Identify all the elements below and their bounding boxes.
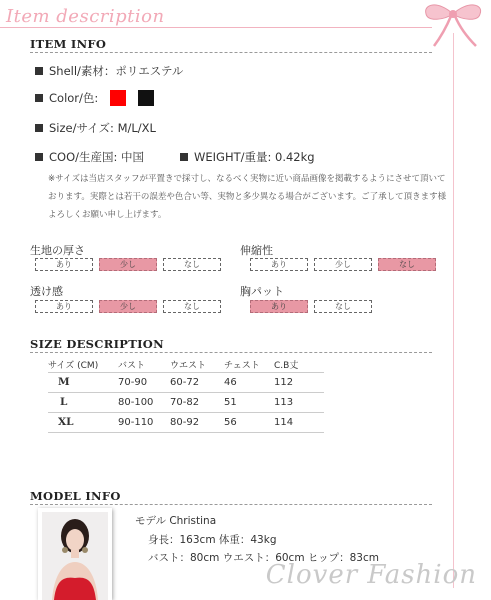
table-row (48, 392, 324, 412)
chest-cell: 56 (224, 416, 237, 428)
chest-cell: 51 (224, 396, 237, 408)
color-swatch-black[interactable] (138, 90, 154, 106)
weight-text: WEIGHT/重量: 0.42kg (194, 150, 315, 164)
sheer-option-yes: あり (35, 300, 93, 313)
bust-cell: 70-90 (118, 376, 148, 388)
header-divider (0, 27, 432, 28)
bullet-icon (180, 153, 188, 161)
model-portrait-image (38, 508, 112, 600)
pad-option-yes: あり (250, 300, 308, 313)
item-info-divider (30, 52, 432, 53)
coo-text: COO/生産国: 中国 (49, 150, 145, 164)
size-row (35, 120, 156, 136)
bullet-icon (35, 67, 43, 75)
size-table (48, 358, 324, 433)
brand-watermark: Clover Fashion (265, 560, 477, 590)
header-length: C.B丈 (274, 361, 299, 372)
stretch-chips (250, 258, 440, 274)
size-description-title: SIZE DESCRIPTION (30, 337, 164, 351)
sheer-option-some: 少し (99, 300, 157, 313)
length-cell: 114 (274, 416, 294, 428)
item-description-script-title: Item description (6, 6, 165, 27)
size-cell: M (58, 376, 70, 388)
size-cell: XL (58, 416, 74, 428)
length-cell: 113 (274, 396, 294, 408)
pad-option-none: なし (314, 300, 372, 313)
size-note: ※サイズは当店スタッフが平置きで採寸し、なるべく実物に近い商品画像を掲載するようにさせて頂いております。実際とは若干の誤差や色合い等、実物と多少異なる場合がございます。ご了承して頂きます様よろしくお願い申し上げます。 (48, 174, 447, 220)
pad-label: 胸パット (240, 285, 284, 298)
color-row (35, 90, 154, 106)
thickness-option-yes: あり (35, 258, 93, 271)
model-height-weight: 身長：163cm 体重：43kg (148, 534, 277, 546)
stretch-option-yes: あり (250, 258, 308, 271)
chest-cell: 46 (224, 376, 237, 388)
stretch-option-none: なし (378, 258, 436, 271)
bullet-icon (35, 124, 43, 132)
header-bust: バスト (118, 361, 146, 372)
shell-text: Shell/素材：ポリエステル (49, 64, 184, 78)
bullet-icon (35, 153, 43, 161)
pad-chips (250, 300, 390, 316)
model-info-title: MODEL INFO (30, 489, 121, 503)
stretch-label: 伸縮性 (240, 244, 273, 257)
bust-cell: 80-100 (118, 396, 154, 408)
table-row (48, 372, 324, 392)
color-label: Color/色: (49, 91, 99, 105)
waist-cell: 70-82 (170, 396, 200, 408)
header-chest: チェスト (224, 361, 260, 372)
size-description-divider (30, 352, 432, 353)
header-waist: ウエスト (170, 361, 207, 372)
bullet-icon (35, 94, 43, 102)
size-text: Size/サイズ: M/L/XL (49, 121, 156, 135)
shell-row (35, 63, 183, 79)
stretch-option-some: 少し (314, 258, 372, 271)
sheer-label: 透け感 (30, 285, 63, 298)
color-swatch-red[interactable] (110, 90, 126, 106)
waist-cell: 60-72 (170, 376, 200, 388)
item-info-title: ITEM INFO (30, 37, 107, 51)
model-name: モデル Christina (135, 515, 217, 527)
bust-cell: 90-110 (118, 416, 154, 428)
header-size: サイズ (CM) (48, 361, 99, 372)
waist-cell: 80-92 (170, 416, 200, 428)
side-divider (453, 33, 454, 588)
size-cell: L (60, 396, 68, 408)
sheer-option-none: なし (163, 300, 221, 313)
thickness-label: 生地の厚さ (30, 244, 85, 257)
weight-row (180, 149, 315, 165)
coo-row (35, 149, 144, 165)
sheer-chips (35, 300, 225, 316)
model-info-divider (30, 504, 432, 505)
thickness-option-none: なし (163, 258, 221, 271)
thickness-option-some: 少し (99, 258, 157, 271)
thickness-chips (35, 258, 225, 274)
model-measurements: バスト：80cm ウエスト：60cm ヒップ：83cm (148, 552, 379, 564)
table-row (48, 412, 324, 432)
ribbon-bow-icon (418, 0, 488, 50)
model-photo (38, 508, 112, 600)
length-cell: 112 (274, 376, 294, 388)
size-table-header (48, 358, 324, 372)
